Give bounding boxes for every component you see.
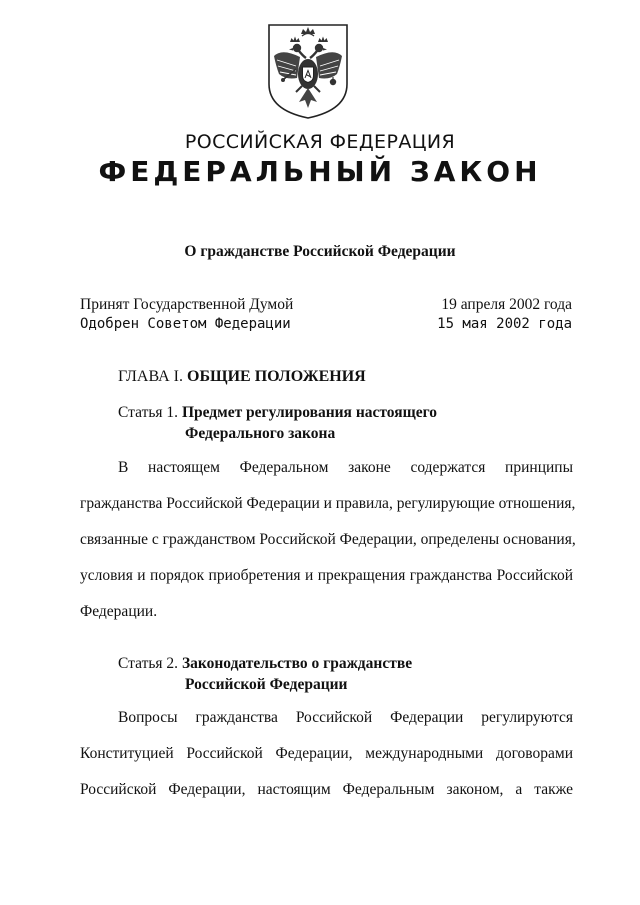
paragraph-line: Конституцией Российской Федерации, международными договорами [80,745,573,762]
adopted-date: 19 апреля 2002 года [441,296,572,313]
approved-label: Одобрен Советом Федерации [80,316,291,332]
paragraph-line: гражданства Российской Федерации и правила, регулирующие отношения, [80,495,576,512]
paragraph-line: условия и порядок приобретения и прекращения гражданства Российской [80,567,573,584]
chapter-prefix: ГЛАВА I. [118,368,183,385]
paragraph-line: Вопросы гражданства Российской Федерации регулируются [118,709,573,726]
article-2-paragraph [80,708,573,816]
law-type-heading: ФЕДЕРАЛЬНЫЙ ЗАКОН [98,155,542,188]
paragraph-line: Федерации. [80,603,158,620]
approved-date: 15 мая 2002 года [437,316,572,332]
paragraph-line: связанные с гражданством Российской Федерации, определены основания, [80,531,576,548]
article-1-heading [118,402,437,444]
coat-of-arms-emblem [266,22,350,120]
paragraph-line: Российской Федерации, настоящим Федеральным законом, а также [80,781,573,798]
article-2-title-line-1: Законодательство о гражданстве [181,655,413,672]
article-1-title-line-1: Предмет регулирования настоящего [181,404,437,421]
article-2-title-line-2: Российской Федерации [185,676,348,693]
adopted-label: Принят Государственной Думой [80,296,294,313]
paragraph-line: В настоящем Федеральном законе содержатся принципы [118,459,573,476]
article-1-prefix: Статья 1. [118,404,179,421]
article-1-title-line-2: Федерального закона [185,425,336,442]
law-title: О гражданстве Российской Федерации [184,243,456,260]
article-2-prefix: Статья 2. [118,655,179,672]
chapter-heading [118,366,366,388]
adoption-row-duma [80,295,572,315]
chapter-title: ОБЩИЕ ПОЛОЖЕНИЯ [187,368,366,385]
article-1-paragraph [80,458,576,638]
country-title: РОССИЙСКАЯ ФЕДЕРАЦИЯ [184,131,456,153]
article-2-heading [118,653,412,695]
adoption-row-council [80,314,572,334]
